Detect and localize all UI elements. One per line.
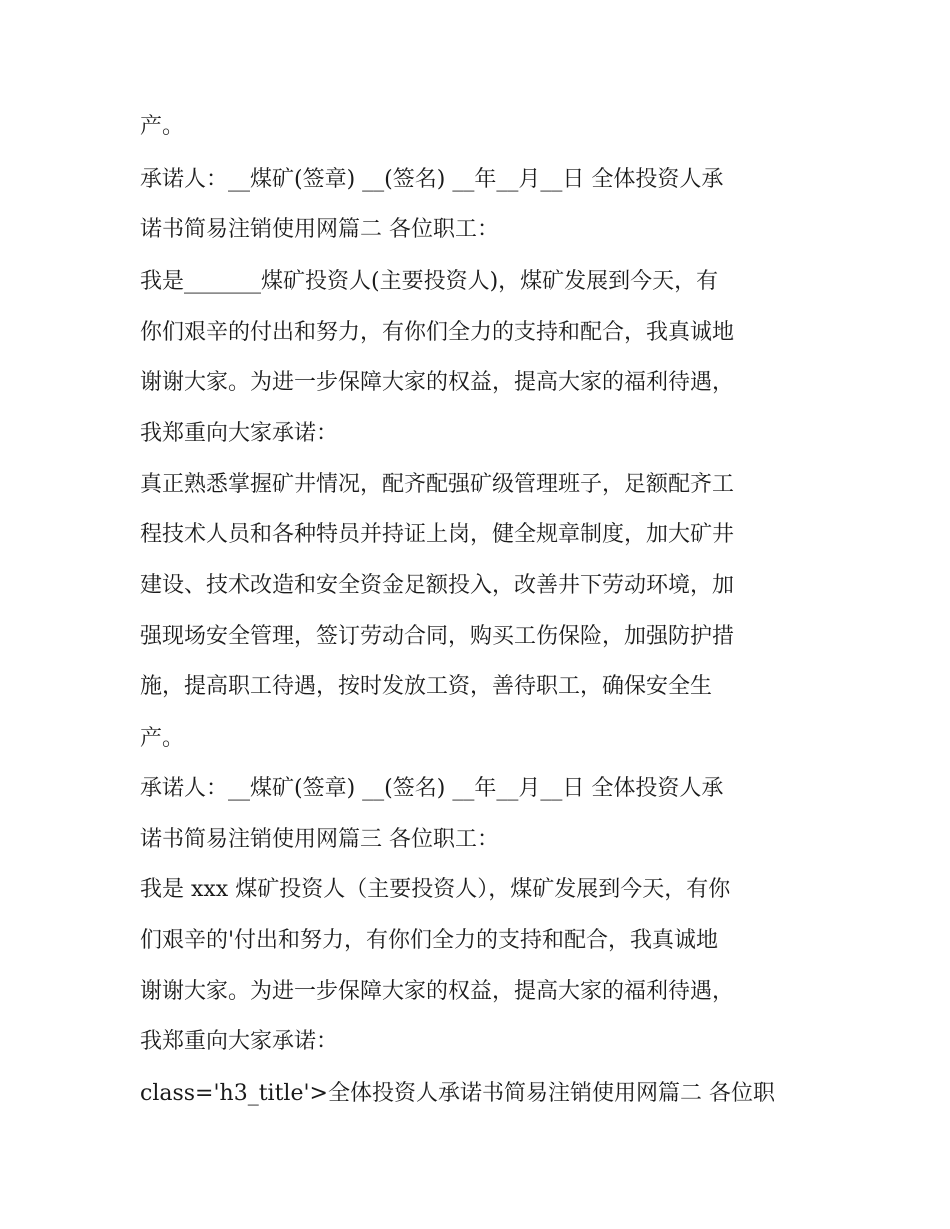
- text-line: 产。: [140, 726, 185, 751]
- text-line: 承诺人：__煤矿(签章) __(签名) __年__月__日 全体投资人承: [140, 776, 724, 801]
- text-line: 你们艰辛的付出和努力，有你们全力的支持和配合，我真诚地: [140, 320, 735, 345]
- text-line: 真正熟悉掌握矿井情况，配齐配强矿级管理班子，足额配齐工: [140, 472, 735, 497]
- text-line: 诺书简易注销使用网篇二 各位职工：: [140, 217, 499, 242]
- text-line: 产。: [140, 114, 185, 139]
- text-line: 施，提高职工待遇，按时发放工资，善待职工，确保安全生: [140, 674, 713, 699]
- text-line: 承诺人：__煤矿(签章) __(签名) __年__月__日 全体投资人承: [140, 167, 724, 192]
- text-line: 我郑重向大家承诺：: [140, 1029, 339, 1054]
- text-line: 我郑重向大家承诺：: [140, 421, 339, 446]
- text-line: 建设、技术改造和安全资金足额投入，改善井下劳动环境，加: [140, 573, 735, 598]
- text-line: 们艰辛的'付出和努力，有你们全力的支持和配合，我真诚地: [140, 928, 719, 953]
- text-line: 谢谢大家。为进一步保障大家的权益，提高大家的福利待遇，: [140, 370, 735, 395]
- text-line: 诺书简易注销使用网篇三 各位职工：: [140, 827, 499, 852]
- text-line: 强现场安全管理，签订劳动合同，购买工伤保险，加强防护措: [140, 624, 735, 649]
- text-line: 我是 xxx 煤矿投资人（主要投资人），煤矿发展到今天，有你: [140, 877, 731, 902]
- text-line: 我是_______煤矿投资人(主要投资人)，煤矿发展到今天，有: [140, 269, 719, 294]
- text-line: class='h3_title'>全体投资人承诺书简易注销使用网篇二 各位职: [140, 1081, 775, 1106]
- text-line: 程技术人员和各种特员并持证上岗，健全规章制度，加大矿井: [140, 522, 735, 547]
- text-line: 谢谢大家。为进一步保障大家的权益，提高大家的福利待遇，: [140, 979, 735, 1004]
